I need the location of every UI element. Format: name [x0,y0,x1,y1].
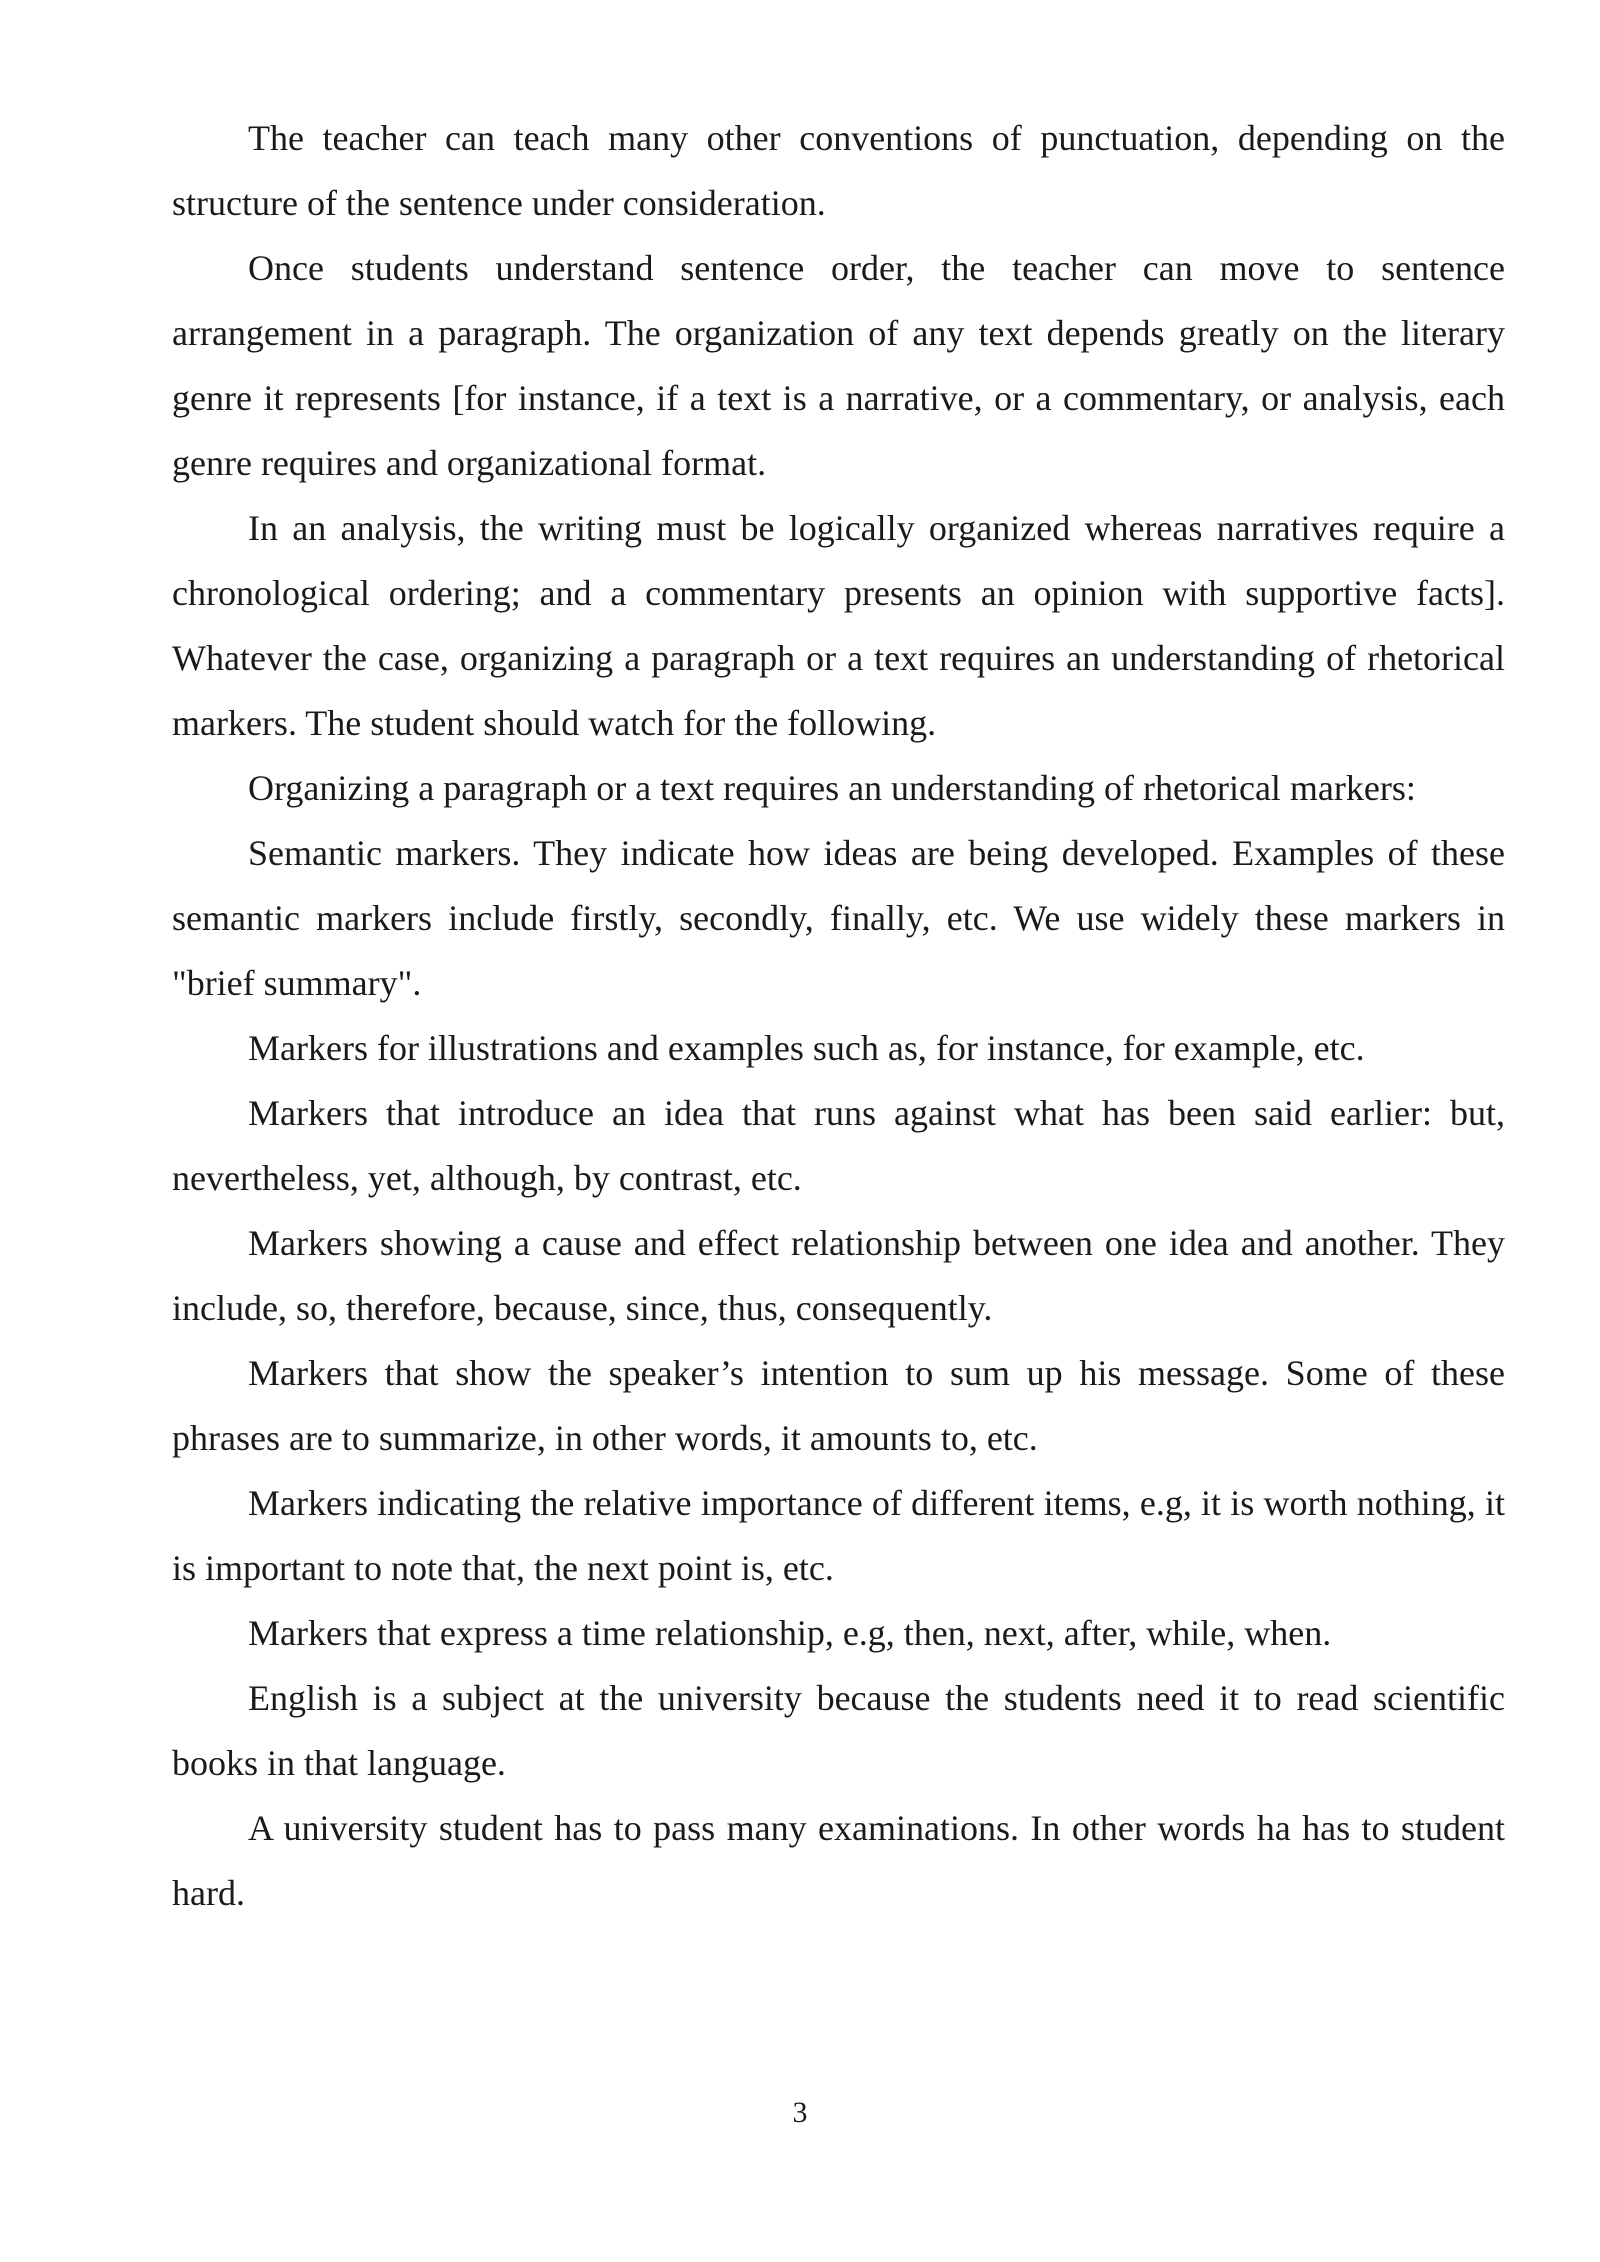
paragraph: Markers that express a time relationship, e.g, then, next, after, while, when. [248,1613,1332,1653]
paragraph: Markers that introduce an idea that runs against what has been said earlier: but, nevertheless, yet, although, by contrast, etc. [172,1093,1505,1198]
paragraph: Markers indicating the relative importance of different items, e.g, it is worth nothing, it is important to note that, the next point is, etc. [172,1483,1505,1588]
document-body [172,106,1505,1926]
paragraph: In an analysis, the writing must be logically organized whereas narratives require a chronological ordering; and a commentary presents an opinion with supportive facts]. Whatever the case, organizing a paragraph or a text requires an understanding of rhetorical markers. The student should watch for the following. [172,508,1505,743]
paragraph: Markers showing a cause and effect relationship between one idea and another. They include, so, therefore, because, since, thus, consequently. [172,1223,1505,1328]
paragraph: Semantic markers. They indicate how ideas are being developed. Examples of these semantic markers include firstly, secondly, finally, etc. We use widely these markers in "brief summary". [172,833,1505,1003]
paragraph: Once students understand sentence order, the teacher can move to sentence arrangement in a paragraph. The organization of any text depends greatly on the literary genre it represents [for instance, if a text is a narrative, or a commentary, or analysis, each genre requires and organizational format. [172,248,1505,483]
paragraph: Organizing a paragraph or a text requires an understanding of rhetorical markers: [248,768,1416,808]
page-number: 3 [792,2096,808,2129]
paragraph: Markers that show the speaker’s intention to sum up his message. Some of these phrases are to summarize, in other words, it amounts to, etc. [172,1353,1505,1458]
paragraph: English is a subject at the university because the students need it to read scientific books in that language. [172,1678,1505,1783]
paragraph: The teacher can teach many other conventions of punctuation, depending on the structure of the sentence under consideration. [172,118,1505,223]
paragraph: Markers for illustrations and examples such as, for instance, for example, etc. [248,1028,1365,1068]
paragraph: A university student has to pass many examinations. In other words ha has to student hard. [172,1808,1505,1913]
